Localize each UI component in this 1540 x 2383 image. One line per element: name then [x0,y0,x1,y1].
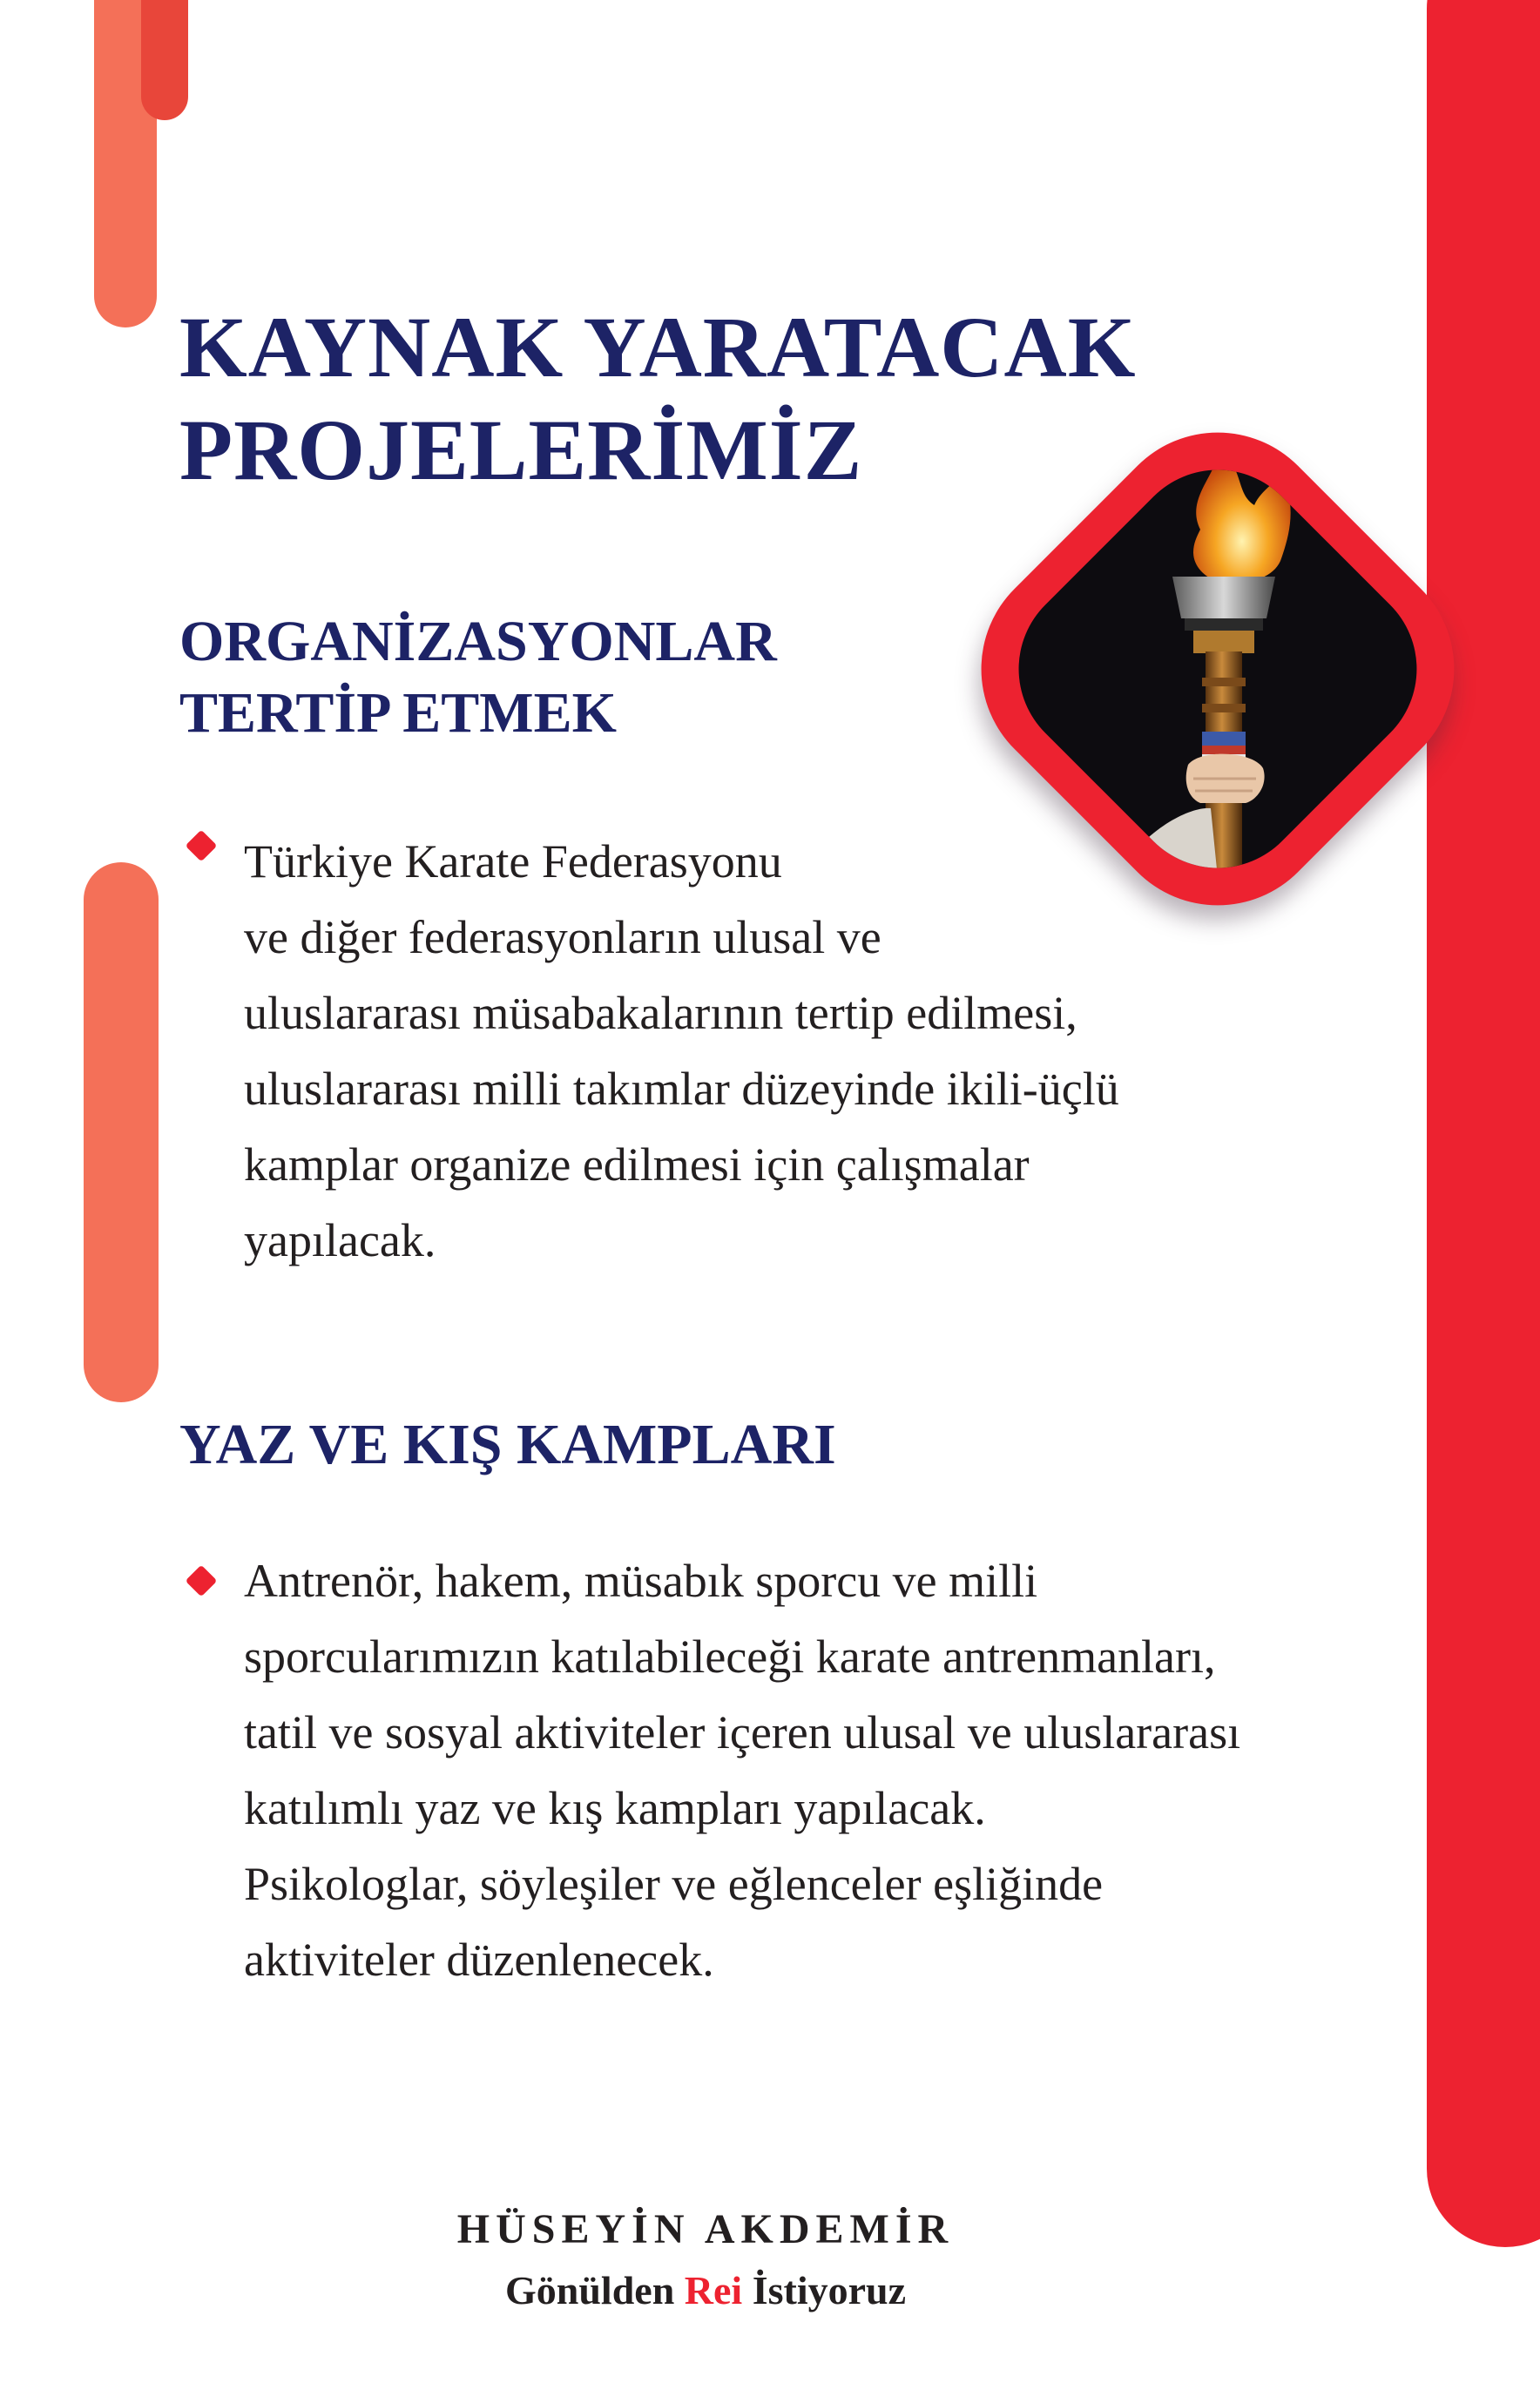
bullet-diamond-icon [186,1565,218,1597]
section-title-line1: ORGANİZASYONLAR [179,610,777,673]
section-title-camps: YAZ VE KIŞ KAMPLARI [179,1413,836,1476]
paragraph-line: Psikologlar, söyleşiler ve eğlenceler eşliğinde [244,1858,1104,1910]
decorative-bar-top-inner [141,0,188,120]
flame-shape [1193,442,1291,584]
slogan-part1: Gönülden [504,2268,685,2312]
paragraph-line: aktiviteler düzenlenecek. [244,1934,714,1986]
footer-slogan [0,2265,1411,2317]
paragraph-line: Türkiye Karate Federasyonu [244,835,782,888]
bullet-diamond-icon [186,830,218,862]
slogan-accent: Rei [684,2268,743,2312]
page-title-line1: KAYNAK YARATACAK [179,299,1137,395]
page-title-line2: PROJELERİMİZ [179,402,863,498]
paragraph-line: uluslararası müsabakalarının tertip edilmesi, [244,987,1077,1039]
decorative-bar-left-middle [84,862,159,1402]
paragraph-line: yapılacak. [244,1214,436,1266]
paragraph-line: Antrenör, hakem, müsabık sporcu ve milli [244,1555,1038,1607]
decorative-bar-right [1427,0,1540,2247]
paragraph-organizations [244,824,1119,1279]
paragraph-line: ve diğer federasyonların ulusal ve [244,911,881,963]
paragraph-line: sporcularımızın katılabileceği karate antrenmanları, [244,1630,1216,1683]
paragraph-line: kamplar organize edilmesi için çalışmalar [244,1138,1030,1191]
section-title-line2: TERTİP ETMEK [179,681,617,745]
paragraph-camps [244,1543,1240,1998]
sleeve-shape [1113,808,1218,878]
section-title-organizations [179,606,777,749]
slogan-part2: İstiyoruz [742,2268,907,2312]
paragraph-line: katılımlı yaz ve kış kampları yapılacak. [244,1782,986,1834]
paragraph-line: uluslararası milli takımlar düzeyinde ikili-üçlü [244,1063,1119,1115]
paragraph-line: tatil ve sosyal aktiviteler içeren ulusal ve uluslararası [244,1706,1241,1759]
torch-cup [1172,577,1275,618]
footer-name: HÜSEYİN AKDEMİR [456,2206,955,2252]
